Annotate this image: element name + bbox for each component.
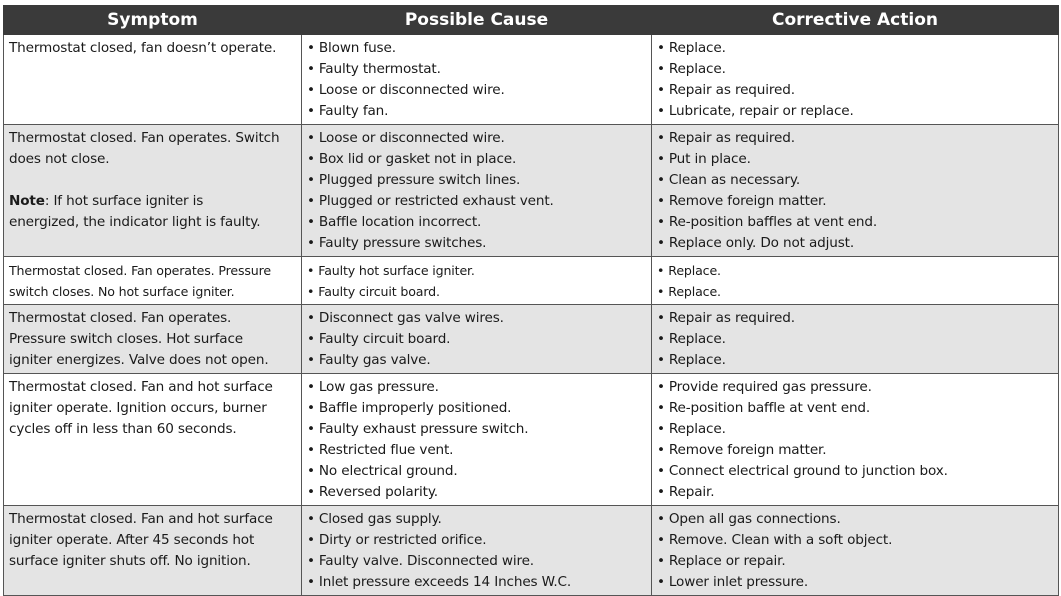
symptom-text: Pressure switch closes. Hot surface: [9, 331, 244, 347]
header-row: [4, 6, 1059, 35]
cause-item: • Inlet pressure exceeds 14 Inches W.C.: [307, 572, 647, 593]
table-row: [4, 305, 1059, 374]
cause-list: [307, 260, 647, 302]
action-item: • Replace.: [657, 260, 1054, 281]
action-item: • Remove foreign matter.: [657, 191, 1054, 212]
cause-list: [307, 509, 647, 593]
symptom-cell: [4, 35, 302, 125]
cause-item: • Faulty circuit board.: [307, 281, 647, 302]
cause-cell: [302, 374, 652, 506]
action-list: [657, 38, 1054, 122]
cause-item: • Baffle improperly positioned.: [307, 398, 647, 419]
cause-item: • Plugged or restricted exhaust vent.: [307, 191, 647, 212]
table-row: [4, 374, 1059, 506]
action-item: • Replace.: [657, 350, 1054, 371]
cause-item: • Faulty circuit board.: [307, 329, 647, 350]
note-spacer: [9, 170, 297, 191]
cause-item: • Loose or disconnected wire.: [307, 128, 647, 149]
cause-item: • Plugged pressure switch lines.: [307, 170, 647, 191]
symptom-text: Thermostat closed. Fan operates.: [9, 310, 232, 326]
cause-item: • Reversed polarity.: [307, 482, 647, 503]
action-list: [657, 260, 1054, 302]
cause-item: • No electrical ground.: [307, 461, 647, 482]
action-item: • Open all gas connections.: [657, 509, 1054, 530]
table-body: [4, 35, 1059, 596]
symptom-cell: [4, 374, 302, 506]
action-item: • Repair as required.: [657, 308, 1054, 329]
cause-item: • Faulty valve. Disconnected wire.: [307, 551, 647, 572]
symptom-text: cycles off in less than 60 seconds.: [9, 421, 237, 437]
symptom-text: Thermostat closed. Fan and hot surface: [9, 511, 273, 527]
action-cell: [652, 374, 1059, 506]
cause-item: • Faulty pressure switches.: [307, 233, 647, 254]
action-cell: [652, 506, 1059, 596]
action-item: • Connect electrical ground to junction box.: [657, 461, 1054, 482]
action-item: • Re-position baffles at vent end.: [657, 212, 1054, 233]
action-item: • Clean as necessary.: [657, 170, 1054, 191]
cause-list: [307, 38, 647, 122]
cause-item: • Box lid or gasket not in place.: [307, 149, 647, 170]
action-item: • Provide required gas pressure.: [657, 377, 1054, 398]
note-label: Note: [9, 193, 45, 209]
note-text: : If hot surface igniter is: [44, 193, 204, 209]
action-item: • Re-position baffle at vent end.: [657, 398, 1054, 419]
cause-cell: [302, 257, 652, 305]
action-item: • Replace.: [657, 59, 1054, 80]
cause-item: • Faulty hot surface igniter.: [307, 260, 647, 281]
cause-item: • Faulty fan.: [307, 101, 647, 122]
symptom-text: igniter operate. After 45 seconds hot: [9, 532, 255, 548]
header-symptom: Symptom: [4, 6, 302, 35]
symptom-text: igniter operate. Ignition occurs, burner: [9, 400, 267, 416]
action-item: • Put in place.: [657, 149, 1054, 170]
action-cell: [652, 305, 1059, 374]
symptom-text: Thermostat closed. Fan and hot surface: [9, 379, 273, 395]
symptom-text: does not close.: [9, 151, 110, 167]
cause-item: • Baffle location incorrect.: [307, 212, 647, 233]
action-item: • Repair as required.: [657, 80, 1054, 101]
cause-item: • Restricted flue vent.: [307, 440, 647, 461]
table-row: [4, 125, 1059, 257]
symptom-text: Thermostat closed. Fan operates. Switch: [9, 130, 280, 146]
symptom-cell: [4, 506, 302, 596]
cause-item: • Faulty gas valve.: [307, 350, 647, 371]
symptom-text: Thermostat closed, fan doesn’t operate.: [9, 40, 277, 56]
cause-item: • Loose or disconnected wire.: [307, 80, 647, 101]
cause-item: • Dirty or restricted orifice.: [307, 530, 647, 551]
action-cell: [652, 125, 1059, 257]
action-cell: [652, 257, 1059, 305]
symptom-cell: [4, 305, 302, 374]
action-item: • Remove foreign matter.: [657, 440, 1054, 461]
table-row: [4, 35, 1059, 125]
header-possible-cause: Possible Cause: [302, 6, 652, 35]
action-list: [657, 509, 1054, 593]
cause-item: • Faulty exhaust pressure switch.: [307, 419, 647, 440]
action-list: [657, 128, 1054, 254]
cause-cell: [302, 506, 652, 596]
cause-item: • Closed gas supply.: [307, 509, 647, 530]
action-list: [657, 308, 1054, 371]
cause-item: • Disconnect gas valve wires.: [307, 308, 647, 329]
symptom-text: switch closes. No hot surface igniter.: [9, 284, 235, 299]
cause-list: [307, 308, 647, 371]
symptom-text: surface igniter shuts off. No ignition.: [9, 553, 251, 569]
action-list: [657, 377, 1054, 503]
note-line: [9, 191, 297, 212]
cause-cell: [302, 125, 652, 257]
troubleshooting-table: [3, 5, 1059, 596]
note-line: [9, 212, 297, 233]
action-item: • Repair.: [657, 482, 1054, 503]
symptom-text: Thermostat closed. Fan operates. Pressure: [9, 263, 271, 278]
action-item: • Replace only. Do not adjust.: [657, 233, 1054, 254]
action-item: • Lower inlet pressure.: [657, 572, 1054, 593]
action-item: • Repair as required.: [657, 128, 1054, 149]
cause-item: • Faulty thermostat.: [307, 59, 647, 80]
symptom-cell: [4, 125, 302, 257]
action-item: • Replace.: [657, 419, 1054, 440]
cause-list: [307, 128, 647, 254]
header-corrective-action: Corrective Action: [652, 6, 1059, 35]
cause-item: • Low gas pressure.: [307, 377, 647, 398]
action-item: • Remove. Clean with a soft object.: [657, 530, 1054, 551]
action-item: • Replace.: [657, 281, 1054, 302]
action-item: • Replace or repair.: [657, 551, 1054, 572]
note-text: energized, the indicator light is faulty.: [9, 214, 261, 230]
cause-cell: [302, 305, 652, 374]
table-row: [4, 506, 1059, 596]
table-row: [4, 257, 1059, 305]
action-item: • Replace.: [657, 329, 1054, 350]
action-item: • Replace.: [657, 38, 1054, 59]
action-cell: [652, 35, 1059, 125]
cause-cell: [302, 35, 652, 125]
cause-list: [307, 377, 647, 503]
symptom-text: igniter energizes. Valve does not open.: [9, 352, 269, 368]
cause-item: • Blown fuse.: [307, 38, 647, 59]
symptom-cell: [4, 257, 302, 305]
action-item: • Lubricate, repair or replace.: [657, 101, 1054, 122]
